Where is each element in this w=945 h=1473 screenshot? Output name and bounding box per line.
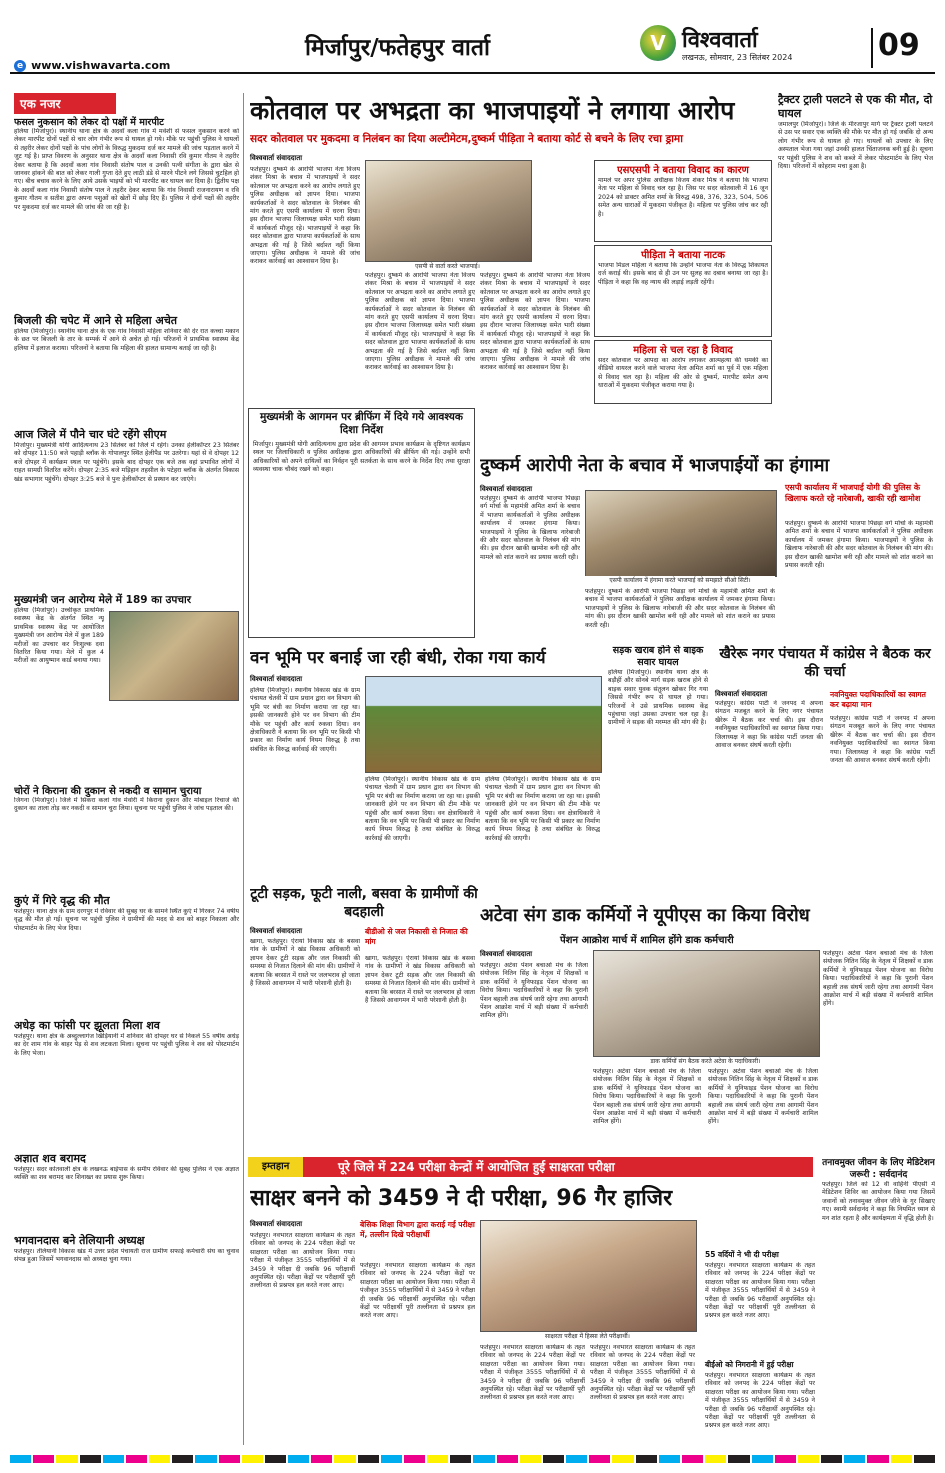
brief-1 — [14, 115, 239, 306]
lead-subhead: सदर कोतवाल पर मुकदमा व निलंबन का दिया अल्टीमेटम,दुष्कर्म पीड़िता ने बताया कोर्ट से बचने के लिए रचा ड्रामा — [250, 133, 683, 145]
story2-body-col1: फतेहपुर। दुष्कर्म के आरोपी भाजपा पिछड़ा वर्ग मोर्चा के महामंत्री अमित शर्मा के बचाव में भाजपा कार्यकर्ताओं ने पुलिस अधीक्षक कार्यालय में जमकर हंगामा किया। भाजपाइयों ने पुलिस के खिलाफ नारेबाजी की और सदर कोतवाल के निलंबन की मांग की। इस दौरान खाकी खामोश बनी रही और मामले को शांत कराने का प्रयास करती रही। — [480, 495, 580, 561]
brand-name: विश्ववार्ता — [682, 28, 758, 53]
page-number: 09 — [878, 28, 920, 63]
exam-banner-text: पूरे जिले में 224 परीक्षा केन्द्रों में आयोजित हुई साक्षरता परीक्षा — [338, 1160, 615, 1174]
bike-headline: सड़क खराब होने से बाइक सवार घायल — [612, 645, 704, 668]
exam-side-tag-1: 55 वर्दियों ने भी दी परीक्षा — [705, 1250, 779, 1259]
masthead-divider — [871, 28, 873, 68]
brief-body: हलिया (मिर्जापुर)। उच्चीकृत प्राथमिक स्वास्थ्य केंद्र के अंतर्गत स्थित न्यू प्राथमिक स्वास्थ्य केंद्र पर आयोजित मुख्यमंत्री जन आरोग्य मेले में कुल 189 मरीजों का उपचार कर निःशुल्क दवा वितरित किया गया। मेले में कुल 4 मरीजों का आयुष्मान कार्ड बनाया गया। — [14, 607, 104, 665]
ek-nazar-tag: एक नजर — [14, 93, 116, 114]
exam-headline: साक्षर बनने को 3459 ने दी परीक्षा, 96 गैर हाजिर — [250, 1186, 673, 1211]
cm-headline: मुख्यमंत्री के आगमन पर ब्रीफिंग में दिये गये आवश्यक दिशा निर्देश — [260, 411, 463, 436]
exam-photo-caption: साक्षरता परीक्षा में हिस्सा लेते परीक्षार्थी। — [480, 1332, 695, 1340]
exam-banner — [248, 1157, 813, 1177]
registration-swatch — [566, 1455, 587, 1463]
brief-6 — [14, 893, 239, 1016]
lead-byline: विश्ववार्ता संवाददाता — [250, 154, 303, 162]
exam-body-col5: फतेहपुर। नवभारत साक्षरता कार्यक्रम के तहत रविवार को जनपद के 224 परीक्षा केंद्रों पर साक्षरता परीक्षा का आयोजन किया गया। परीक्षा में पंजीकृत 3555 परीक्षार्थियों में से 3459 ने परीक्षा दी जबकि 96 परीक्षार्थी अनुपस्थित रहे। परीक्षा केंद्रों पर परीक्षार्थी पूरी तल्लीनता से प्रश्नपत्र हल करते नजर आए। — [705, 1262, 815, 1320]
congress-headline: खैरेरू नगर पंचायत में कांग्रेस ने बैठक कर की चर्चा — [719, 646, 931, 680]
website-link[interactable]: www.vishwavarta.com — [31, 59, 171, 72]
forest-byline: विश्ववार्ता संवाददाता — [250, 675, 303, 683]
registration-swatch — [775, 1455, 796, 1463]
story2-photo — [585, 490, 777, 577]
tractor-body: जमालपुर (मिर्जापुर)। जिले के मीरजापुर मार्ग पर ट्रैक्टर ट्राली पलटने से उस पर सवार एक व्यक्ति की मौके पर मौत हो गई जबकि दो अन्य लोग गंभीर रूप से घायल हो गए। घायलों को उपचार के लिए अस्पताल भेजा गया जहां उनकी हालत चिंताजनक बनी हुई है। सूचना पर पहुंची पुलिस ने शव को कब्जे में लेकर पोस्टमार्टम के लिए भेज दिया। परिजनों में कोहराम मचा हुआ है। — [778, 121, 933, 171]
brief-body: फतेहपुर। थाना क्षेत्र के ग्राम दरगपुर में रविवार की सुबह घर के सामने स्थित कुएं में गिरकर 74 वर्षीय वृद्ध की मौत हो गई। सूचना पर पहुंची पुलिस ने ग्रामीणों की मदद से शव को बाहर निकाला और पोस्टमार्टम के लिए भेज दिया। — [14, 908, 239, 932]
sidebar-title: महिला से चल रहा है विवाद — [633, 345, 733, 356]
road-body-col2: खागा, फतेहपुर। ऐरायां विकास खंड के बसवा गांव के ग्रामीणों ने खंड विकास अधिकारी को ज्ञापन देकर टूटी सड़क और जल निकासी की समस्या से निजात दिलाने की मांग की। ग्रामीणों ने बताया कि बरसात में रास्ते पर जलभराव हो जाता है जिससे आवागमन में भारी परेशानी होती है। — [365, 955, 475, 1005]
registration-swatch — [914, 1455, 935, 1463]
ups-body-col2: फतेहपुर। अटेवा पेंशन बचाओ मंच के जिला संयोजक नितिन सिंह के नेतृत्व में शिक्षकों व डाक कर्मियों ने यूनिफाइड पेंशन योजना का विरोध किया। पदाधिकारियों ने कहा कि पुरानी पेंशन बहाली तक संघर्ष जारी रहेगा तथा आगामी पेंशन आक्रोश मार्च में बड़ी संख्या में कर्मचारी शामिल होंगे। — [593, 1068, 701, 1126]
meditation-headline: तनावमुक्त जीवन के लिए मेडिटेशन जरूरी : सर्वदानंद — [822, 1158, 935, 1180]
forest-body-col2: हलिया (मिर्जापुर)। स्थानीय विकास खंड के ग्राम पंचायत चेतवी में ग्राम प्रधान द्वारा वन विभाग की भूमि पर बंधी का निर्माण कराया जा रहा था। इसकी जानकारी होने पर वन विभाग की टीम मौके पर पहुंची और कार्य रुकवा दिया। वन क्षेत्राधिकारी ने बताया कि वन भूमि पर किसी भी प्रकार का निर्माण कार्य नियम विरुद्ध है तथा संबंधित के विरुद्ध कार्रवाई की जाएगी। — [365, 776, 480, 842]
bottom-right-story — [822, 1157, 935, 1447]
registration-swatch — [612, 1455, 633, 1463]
tractor-headline: ट्रैक्टर ट्राली पलटने से एक की मौत, दो घायल — [778, 93, 933, 120]
sidebar-body: सदर कोतवाल पर आपदा का आरोप लगाकर आत्महत्या की धमकी का वीडियो वायरल करने वाले भाजपा नेता अमित शर्मा का पूर्व में एक महिला से विवाद चल रहा है। महिला की ओर से दुष्कर्म, मारपीट समेत अन्य धाराओं में मुकदमा पंजीकृत कराया गया है। — [598, 357, 768, 390]
congress-tag: नवनियुक्त पदाधिकारियों का स्वागत कर बढ़ाया मान — [830, 690, 926, 709]
brief-body: फतेहपुर। तेलियानी विकास खंड में उत्तर प्रदेश पंचायती राज ग्रामीण सफाई कर्मचारी संघ का चुनाव संपन्न हुआ जिसमें भगवानदास को अध्यक्ष चुना गया। — [14, 1248, 239, 1264]
dateline: लखनऊ, सोमवार, 23 सितंबर 2024 — [682, 53, 793, 62]
brief-body: फतेहपुर। सदर कोतवाली क्षेत्र के लखनऊ बाईपास के समीप रविवार की सुबह पुलिस ने एक अज्ञात व्यक्ति का शव बरामद कर शिनाख्त का प्रयास शुरू किया। — [14, 1166, 239, 1182]
registration-swatch — [728, 1455, 749, 1463]
brief-title: मुख्यमंत्री जन आरोग्य मेले में 189 का उपचार — [14, 594, 192, 606]
congress-body-col2: फतेहपुर। कांग्रेस पार्टी ने जनपद में अपना संगठन मजबूत करने के लिए नगर पंचायत खैरेरू में बैठक कर चर्चा की। इस दौरान नवनियुक्त पदाधिकारियों का स्वागत किया गया। जिलाध्यक्ष ने कहा कि कांग्रेस पार्टी जनता की आवाज बनकर संघर्ष करती रहेगी। — [830, 715, 935, 765]
ups-photo-caption: डाक कर्मियों संग बैठक करते अटेवा के पदाधिकारी। — [593, 1057, 818, 1065]
registration-swatch — [381, 1455, 402, 1463]
exam-banner-label: इम्तहान — [248, 1157, 303, 1177]
forest-body-col1: हलिया (मिर्जापुर)। स्थानीय विकास खंड के ग्राम पंचायत चेतवी में ग्राम प्रधान द्वारा वन विभाग की भूमि पर बंधी का निर्माण कराया जा रहा था। इसकी जानकारी होने पर वन विभाग की टीम मौके पर पहुंची और कार्य रुकवा दिया। वन क्षेत्राधिकारी ने बताया कि वन भूमि पर किसी भी प्रकार का निर्माण कार्य नियम विरुद्ध है तथा संबंधित के विरुद्ध कार्रवाई की जाएगी। — [250, 687, 360, 753]
bike-story — [608, 645, 708, 900]
column-divider — [243, 93, 244, 1445]
exam-side-tag-2: बीईओ को निगरानी में हुई परीक्षा — [705, 1360, 794, 1369]
story2-headline: दुष्कर्म आरोपी नेता के बचाव में भाजपाईयों का हंगामा — [480, 455, 830, 476]
registration-swatch — [80, 1455, 101, 1463]
exam-body-col6: फतेहपुर। नवभारत साक्षरता कार्यक्रम के तहत रविवार को जनपद के 224 परीक्षा केंद्रों पर साक्षरता परीक्षा का आयोजन किया गया। परीक्षा में पंजीकृत 3555 परीक्षार्थियों में से 3459 ने परीक्षा दी जबकि 96 परीक्षार्थी अनुपस्थित रहे। परीक्षा केंद्रों पर परीक्षार्थी पूरी तल्लीनता से प्रश्नपत्र हल करते नजर आए। — [705, 1372, 815, 1430]
right-column — [778, 93, 933, 448]
footer-color-bar — [10, 1455, 935, 1465]
story2-tag — [785, 482, 933, 504]
section-title: मिर्जापुर/फतेहपुर वार्ता — [305, 35, 490, 61]
registration-swatch — [56, 1455, 77, 1463]
ups-subhead: पेंशन आक्रोश मार्च में शामिल होंगे डाक कर्मचारी — [560, 935, 734, 946]
registration-swatch — [844, 1455, 865, 1463]
lead-sidebar-3 — [594, 340, 772, 404]
brief-body: हलिया (मिर्जापुर)। स्थानीय थाना क्षेत्र के अदवाँ कला गांव में मवेशी से फसल नुकसान करने को लेकर मारपीट दोनों पक्षों से चार लोग गंभीर रूप से घायल हो गये। मौके पर पहुंची पुलिस ने घायलों से तहरीर लेकर दोनों पक्षों के पांच लोगों के विरुद्ध मुकदमा दर्ज कर मामले की जांच पड़ताल करने में जुट गई है। प्राप्त विवरण के अनुसार थाना क्षेत्र के अदवाँ कला निवासी रवि कुमार गौतम ने तहरीर देकर बताया है कि अदवाँ कला गांव निवासी संतोष पाल व उनकी पत्नी संगीता के द्वारा खेत से जानवर हांकने की बात को लेकर गाली गुप्ता देते हुए लाठी डंडे से मारने पीटने लगे जिससे चुटहिल हो गए। बीच बचाव करने के लिए आये उसके भाइयों को भी मारपीट कर घायल कर दिया है। द्वितीय पक्ष के अदवाँ कला गांव निवासी संतोष पाल ने तहरीर देकर बताया कि गांव निवासी राजनारायण व रवि कुमार गौतम व सतीश द्वारा अपना पशुओं को खेतों में छोड़ दिए हैं। पुलिस ने दोनों पक्षों की तहरीर पर मुकदमा दर्ज कर मामले की जांच की जा रही है। — [14, 128, 239, 211]
registration-swatch — [242, 1455, 263, 1463]
lead-sidebar-2 — [594, 245, 772, 337]
exam-body-col4: फतेहपुर। नवभारत साक्षरता कार्यक्रम के तहत रविवार को जनपद के 224 परीक्षा केंद्रों पर साक्षरता परीक्षा का आयोजन किया गया। परीक्षा में पंजीकृत 3555 परीक्षार्थियों में से 3459 ने परीक्षा दी जबकि 96 परीक्षार्थी अनुपस्थित रहे। परीक्षा केंद्रों पर परीक्षार्थी पूरी तल्लीनता से प्रश्नपत्र हल करते नजर आए। — [590, 1344, 695, 1402]
brief-body: जिगना (मिर्जापुर)। जिले में सिकरा कलां गांव मेवोरी में किराना दुकान और मोबाइल रिचार्ज की दुकान का ताला तोड़ कर नकदी व सामान चुरा लिया। सूचना पर पहुंची पुलिस ने जांच पड़ताल की। — [14, 797, 239, 813]
brief-body: हलिया (मिर्जापुर)। स्थानीय थाना क्षेत्र के एक गांव निवासी महिला शनिवार की देर रात कच्चा मकान के छत पर बिजली के तार के सम्पर्क में आने से अचेत हो गई। परिजनों ने प्राथमिक स्वास्थ्य केंद्र हलिया में इलाज कराया। परिजनों ने बताया कि महिला की हालत सामान्य बताई जा रही है। — [14, 328, 239, 352]
registration-swatch — [10, 1455, 31, 1463]
lead-photo — [365, 160, 532, 262]
brand-logo-icon: V — [640, 25, 676, 61]
registration-swatch — [404, 1455, 425, 1463]
registration-swatch — [705, 1455, 726, 1463]
road-tag: बीडीओ से जल निकासी से निजात की मांग — [365, 927, 468, 946]
registration-swatch — [288, 1455, 309, 1463]
brief-4 — [14, 593, 239, 767]
ups-headline: अटेवा संग डाक कर्मियों ने यूपीएस का किया विरोध — [480, 905, 810, 926]
exam-byline: विश्ववार्ता संवाददाता — [250, 1220, 303, 1228]
registration-swatch — [589, 1455, 610, 1463]
ups-photo — [593, 950, 820, 1057]
lead-body-col3: फतेहपुर। दुष्कर्म के आरोपी भाजपा नेता विजय शंकर मिश्रा के बचाव में भाजपाइयों ने सदर कोतवाल पर अभद्रता करने का आरोप लगाते हुए पुलिस अधीक्षक को ज्ञापन दिया। भाजपा कार्यकर्ताओं ने सदर कोतवाल के निलंबन की मांग करते हुए एसपी कार्यालय में धरना दिया। इस दौरान भाजपा जिलाध्यक्ष समेत भारी संख्या में कार्यकर्ता मौजूद रहे। भाजपाइयों ने कहा कि सदर कोतवाल द्वारा भाजपा कार्यकर्ताओं के साथ अभद्रता की गई है जिसे बर्दाश्त नहीं किया जाएगा। पुलिस अधीक्षक ने मामले की जांच कराकर कार्रवाई का आश्वासन दिया है। — [480, 272, 590, 372]
brief-5 — [14, 783, 239, 887]
sidebar-title: एसएसपी ने बताया विवाद का कारण — [617, 165, 749, 176]
forest-headline: वन भूमि पर बनाई जा रही बंधी, रोका गया कार्य — [250, 648, 546, 668]
sidebar-body: मामले पर अपर पुलिस अधीक्षक विजय शंकर मिश्र ने बताया कि भाजपा नेता पर महिला से विवाद चल रहा है। जिस पर सदर कोतवाली में 16 जून 2024 को डाक्टर अमित शर्मा के विरुद्ध 498, 376, 323, 504, 506 समेत अन्य धाराओं में मुकदमा पंजीकृत है। महिला पर पुलिस जांच कर रही है। — [598, 177, 768, 218]
bike-body: हलिया (मिर्जापुर)। स्थानीय थाना क्षेत्र के बड़ौहीं और सोनबे मार्ग सड़क खराब होने से बाइक सवार युवक संतुलन खोकर गिर गया जिससे गंभीर रूप से घायल हो गया। परिजनों ने उसे प्राथमिक स्वास्थ्य केंद्र पहुंचाया जहां उसका उपचार चल रहा है। ग्रामीणों ने सड़क की मरम्मत की मांग की है। — [608, 669, 708, 727]
brief-title: बिजली की चपेट में आने से महिला अचेत — [14, 314, 178, 327]
exam-body-col1: फतेहपुर। नवभारत साक्षरता कार्यक्रम के तहत रविवार को जनपद के 224 परीक्षा केंद्रों पर साक्षरता परीक्षा का आयोजन किया गया। परीक्षा में पंजीकृत 3555 परीक्षार्थियों में से 3459 ने परीक्षा दी जबकि 96 परीक्षार्थी अनुपस्थित रहे। परीक्षा केंद्रों पर परीक्षार्थी पूरी तल्लीनता से प्रश्नपत्र हल करते नजर आए। — [250, 1232, 355, 1290]
registration-swatch — [33, 1455, 54, 1463]
brief-9 — [14, 1233, 239, 1448]
registration-swatch — [543, 1455, 564, 1463]
exam-photo — [480, 1220, 697, 1332]
registration-swatch — [126, 1455, 147, 1463]
registration-swatch — [195, 1455, 216, 1463]
registration-swatch — [265, 1455, 286, 1463]
registration-swatch — [752, 1455, 773, 1463]
forest-photo — [365, 676, 602, 773]
brief-3 — [14, 427, 239, 592]
lead-headline: कोतवाल पर अभद्रता का भाजपाइयों ने लगाया आरोप — [250, 96, 735, 125]
registration-swatch — [682, 1455, 703, 1463]
story2-byline: विश्ववार्ता संवाददाता — [480, 485, 533, 493]
registration-swatch — [334, 1455, 355, 1463]
registration-swatch — [219, 1455, 240, 1463]
registration-swatch — [867, 1455, 888, 1463]
registration-swatch — [520, 1455, 541, 1463]
ups-body-col4: फतेहपुर। अटेवा पेंशन बचाओ मंच के जिला संयोजक नितिन सिंह के नेतृत्व में शिक्षकों व डाक कर्मियों ने यूनिफाइड पेंशन योजना का विरोध किया। पदाधिकारियों ने कहा कि पुरानी पेंशन बहाली तक संघर्ष जारी रहेगा तथा आगामी पेंशन आक्रोश मार्च में बड़ी संख्या में कर्मचारी शामिल होंगे। — [823, 950, 933, 1008]
brief-body: फतेहपुर। थाना क्षेत्र के अब्दुल्लागंज खिड़ियानी में शनिवार की दोपहर घर से निकले 55 वर्षीय अधेड़ का देर शाम गांव के बाहर पेड़ से शव लटकता मिला। सूचना पर पहुंची पुलिस ने शव को पोस्टमार्टम के लिए भेजा। — [14, 1033, 239, 1057]
registration-swatch — [450, 1455, 471, 1463]
ie-logo-icon: e — [14, 60, 26, 72]
registration-swatch — [427, 1455, 448, 1463]
brief-title: फसल नुकसान को लेकर दो पक्षों में मारपीट — [14, 117, 164, 128]
road-headline: टूटी सड़क, फूटी नाली, बसवा के ग्रामीणों की बदहाली — [250, 886, 478, 920]
registration-swatch — [172, 1455, 193, 1463]
registration-swatch — [497, 1455, 518, 1463]
ups-byline: विश्ववार्ता संवाददाता — [480, 950, 533, 958]
registration-swatch — [891, 1455, 912, 1463]
lead-photo-caption: एसपी से वार्ता करते भाजपाई। — [365, 262, 530, 270]
registration-swatch — [358, 1455, 379, 1463]
left-column — [14, 93, 239, 1445]
brief-title: अधेड़ का फांसी पर झूलता मिला शव — [14, 1019, 160, 1032]
brief-title: कुएं में गिरे वृद्ध की मौत — [14, 894, 110, 907]
brief-7 — [14, 1018, 239, 1151]
ups-body-col1: फतेहपुर। अटेवा पेंशन बचाओ मंच के जिला संयोजक नितिन सिंह के नेतृत्व में शिक्षकों व डाक कर्मियों ने यूनिफाइड पेंशन योजना का विरोध किया। पदाधिकारियों ने कहा कि पुरानी पेंशन बहाली तक संघर्ष जारी रहेगा तथा आगामी पेंशन आक्रोश मार्च में बड़ी संख्या में कर्मचारी शामिल होंगे। — [480, 962, 588, 1020]
brief-8 — [14, 1151, 239, 1226]
masthead — [0, 0, 945, 85]
road-byline: विश्ववार्ता संवाददाता — [250, 927, 303, 935]
brief-title: भगवानदास बने तेलियानी अध्यक्ष — [14, 1234, 145, 1247]
congress-byline: विश्ववार्ता संवाददाता — [715, 690, 768, 698]
forest-body-col3: हलिया (मिर्जापुर)। स्थानीय विकास खंड के ग्राम पंचायत चेतवी में ग्राम प्रधान द्वारा वन विभाग की भूमि पर बंधी का निर्माण कराया जा रहा था। इसकी जानकारी होने पर वन विभाग की टीम मौके पर पहुंची और कार्य रुकवा दिया। वन क्षेत्राधिकारी ने बताया कि वन भूमि पर किसी भी प्रकार का निर्माण कार्य नियम विरुद्ध है तथा संबंधित के विरुद्ध कार्रवाई की जाएगी। — [485, 776, 600, 842]
cm-body: मिर्जापुर। मुख्यमंत्री योगी आदित्यनाथ द्वारा प्रदेश की आगमन प्रभाव कार्यक्रम के दृष्टिगत कार्यक्रम स्थल पर जिलाधिकारी व पुलिस अधीक्षक द्वारा अधिकारियों की ब्रीफिंग की गई। उन्होंने सभी अधिकारियों को अपने दायित्वों का निर्वहन पूरी सतर्कता के साथ करने के निर्देश दिए तथा सुरक्षा व्यवस्था चाक चौबंद रखने को कहा। — [253, 441, 470, 474]
lead-sidebar-1 — [594, 160, 772, 242]
story2-photo-caption: एसपी कार्यालय में हंगामा करते भाजपाई को समझाते सीओ सिटी। — [585, 576, 775, 584]
health-camp-photo — [109, 611, 239, 701]
exam-body-col2: फतेहपुर। नवभारत साक्षरता कार्यक्रम के तहत रविवार को जनपद के 224 परीक्षा केंद्रों पर साक्षरता परीक्षा का आयोजन किया गया। परीक्षा में पंजीकृत 3555 परीक्षार्थियों में से 3459 ने परीक्षा दी जबकि 96 परीक्षार्थी अनुपस्थित रहे। परीक्षा केंद्रों पर परीक्षार्थी पूरी तल्लीनता से प्रश्नपत्र हल करते नजर आए। — [360, 1262, 475, 1320]
lead-body-col2: फतेहपुर। दुष्कर्म के आरोपी भाजपा नेता विजय शंकर मिश्रा के बचाव में भाजपाइयों ने सदर कोतवाल पर अभद्रता करने का आरोप लगाते हुए पुलिस अधीक्षक को ज्ञापन दिया। भाजपा कार्यकर्ताओं ने सदर कोतवाल के निलंबन की मांग करते हुए एसपी कार्यालय में धरना दिया। इस दौरान भाजपा जिलाध्यक्ष समेत भारी संख्या में कार्यकर्ता मौजूद रहे। भाजपाइयों ने कहा कि सदर कोतवाल द्वारा भाजपा कार्यकर्ताओं के साथ अभद्रता की गई है जिसे बर्दाश्त नहीं किया जाएगा। पुलिस अधीक्षक ने मामले की जांच कराकर कार्रवाई का आश्वासन दिया है। — [365, 272, 475, 372]
cm-story — [248, 408, 475, 638]
story2-tag-text: एसपी कार्यालय में भाजपाई योगी की पुलिस के खिलाफ करते रहे नारेबाजी, खाकी रही खामोश — [785, 483, 921, 503]
registration-swatch — [659, 1455, 680, 1463]
registration-swatch — [103, 1455, 124, 1463]
road-body-col1: खागा, फतेहपुर। ऐरायां विकास खंड के बसवा गांव के ग्रामीणों ने खंड विकास अधिकारी को ज्ञापन देकर टूटी सड़क और जल निकासी की समस्या से निजात दिलाने की मांग की। ग्रामीणों ने बताया कि बरसात में रास्ते पर जलभराव हो जाता है जिससे आवागमन में भारी परेशानी होती है। — [250, 938, 360, 988]
exam-body-col3: फतेहपुर। नवभारत साक्षरता कार्यक्रम के तहत रविवार को जनपद के 224 परीक्षा केंद्रों पर साक्षरता परीक्षा का आयोजन किया गया। परीक्षा में पंजीकृत 3555 परीक्षार्थियों में से 3459 ने परीक्षा दी जबकि 96 परीक्षार्थी अनुपस्थित रहे। परीक्षा केंद्रों पर परीक्षार्थी पूरी तल्लीनता से प्रश्नपत्र हल करते नजर आए। — [480, 1344, 585, 1402]
masthead-rule — [10, 72, 935, 74]
congress-body-col1: फतेहपुर। कांग्रेस पार्टी ने जनपद में अपना संगठन मजबूत करने के लिए नगर पंचायत खैरेरू में बैठक कर चर्चा की। इस दौरान नवनियुक्त पदाधिकारियों का स्वागत किया गया। जिलाध्यक्ष ने कहा कि कांग्रेस पार्टी जनता की आवाज बनकर संघर्ष करती रहेगी। — [715, 700, 823, 750]
story2-body-col2: फतेहपुर। दुष्कर्म के आरोपी भाजपा पिछड़ा वर्ग मोर्चा के महामंत्री अमित शर्मा के बचाव में भाजपा कार्यकर्ताओं ने पुलिस अधीक्षक कार्यालय में जमकर हंगामा किया। भाजपाइयों ने पुलिस के खिलाफ नारेबाजी की और सदर कोतवाल के निलंबन की मांग की। इस दौरान खाकी खामोश बनी रही और मामले को शांत कराने का प्रयास करती रही। — [585, 588, 775, 629]
registration-swatch — [473, 1455, 494, 1463]
ups-body-col3: फतेहपुर। अटेवा पेंशन बचाओ मंच के जिला संयोजक नितिन सिंह के नेतृत्व में शिक्षकों व डाक कर्मियों ने यूनिफाइड पेंशन योजना का विरोध किया। पदाधिकारियों ने कहा कि पुरानी पेंशन बहाली तक संघर्ष जारी रहेगा तथा आगामी पेंशन आक्रोश मार्च में बड़ी संख्या में कर्मचारी शामिल होंगे। — [708, 1068, 818, 1126]
brief-title: चोरों ने किराना की दुकान से नकदी व सामान चुराया — [14, 786, 202, 797]
registration-swatch — [821, 1455, 842, 1463]
sidebar-title: पीड़िता ने बताया नाटक — [641, 250, 725, 261]
brief-2 — [14, 313, 239, 420]
registration-swatch — [636, 1455, 657, 1463]
sidebar-body: भाजपा मिडल महिला ने बताया कि उन्होंने भाजपा नेता के विरुद्ध शिकायत दर्ज कराई थी। इसके बाद से ही उन पर सुलह का दबाव बनाया जा रहा है। पीड़िता ने कहा कि वह न्याय की लड़ाई लड़ती रहेंगी। — [598, 262, 768, 286]
registration-swatch — [311, 1455, 332, 1463]
registration-swatch — [798, 1455, 819, 1463]
brief-title: अज्ञात शव बरामद — [14, 1152, 86, 1165]
meditation-body: फतेहपुर। जिले को 12 वीं वाहिनी पीएसी में मेडिटेशन शिविर का आयोजन किया गया जिसमें जवानों को तनावमुक्त जीवन जीने के गुर सिखाए गए। स्वामी सर्वदानंद ने कहा कि नियमित ध्यान से मन शांत रहता है और कार्यक्षमता में वृद्धि होती है। — [822, 1181, 935, 1222]
exam-tag: बेसिक शिक्षा विभाग द्वारा कराई गई परीक्षा में, तल्लीन दिखे परीक्षार्थी — [360, 1220, 475, 1239]
story2-body-col3: फतेहपुर। दुष्कर्म के आरोपी भाजपा पिछड़ा वर्ग मोर्चा के महामंत्री अमित शर्मा के बचाव में भाजपा कार्यकर्ताओं ने पुलिस अधीक्षक कार्यालय में जमकर हंगामा किया। भाजपाइयों ने पुलिस के खिलाफ नारेबाजी की और सदर कोतवाल के निलंबन की मांग की। इस दौरान खाकी खामोश बनी रही और मामले को शांत कराने का प्रयास करती रही। — [785, 520, 933, 570]
brief-body: मिर्जापुर। मुख्यमंत्री योगी आदित्यनाथ 23 सितंबर को जिले में रहेंगे। उनका हेलीकॉप्टर 23 सितंबर को दोपहर 11:50 बजे पहाड़ी ब्लॉक के गोपालपुर स्थित हेलीपैड पर उतरेगा। यहां से वे दोपहर 12 बजे दोपहर में कार्यक्रम स्थल पर पहुंचेंगे। इसके बाद दोपहर एक बजे तक वहां प्रभावित लोगों में राहत सामग्री वितरित करेंगे। दोपहर 2:35 बजे मड़िहान तहसील के पटेहरा ब्लॉक के अंतर्गत विकास खंड सभागार पहुंचेंगे। दोपहर 3:25 बजे वे पुनः हेलीकॉप्टर से प्रस्थान कर जाएंगे। — [14, 442, 239, 483]
brief-title: आज जिले में पौने चार घंटे रहेंगे सीएम — [14, 428, 167, 441]
registration-swatch — [149, 1455, 170, 1463]
lead-body-col1: फतेहपुर। दुष्कर्म के आरोपी भाजपा नेता विजय शंकर मिश्रा के बचाव में भाजपाइयों ने सदर कोतवाल पर अभद्रता करने का आरोप लगाते हुए पुलिस अधीक्षक को ज्ञापन दिया। भाजपा कार्यकर्ताओं ने सदर कोतवाल के निलंबन की मांग करते हुए एसपी कार्यालय में धरना दिया। इस दौरान भाजपा जिलाध्यक्ष समेत भारी संख्या में कार्यकर्ता मौजूद रहे। भाजपाइयों ने कहा कि सदर कोतवाल द्वारा भाजपा कार्यकर्ताओं के साथ अभद्रता की गई है जिसे बर्दाश्त नहीं किया जाएगा। पुलिस अधीक्षक ने मामले की जांच कराकर कार्रवाई का आश्वासन दिया है। — [250, 166, 360, 266]
